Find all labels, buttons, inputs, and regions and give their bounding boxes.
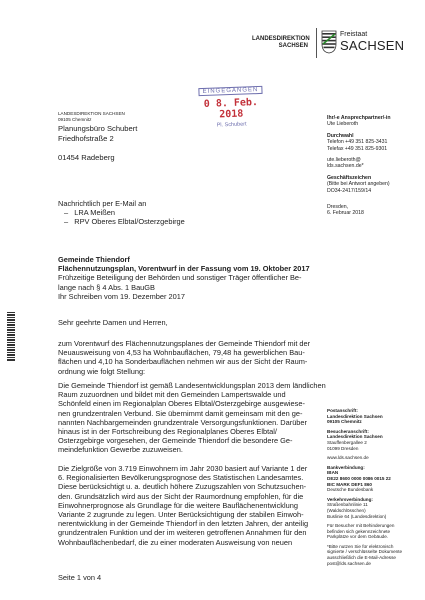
received-stamp: EINGEGANGEN 0 8. Feb. 2018 Pl. Schubert bbox=[196, 86, 265, 127]
authority-name: LANDESDIREKTION SACHSEN bbox=[252, 36, 310, 49]
saxony-coat-of-arms-icon bbox=[321, 30, 337, 54]
recipient-address: Planungsbüro Schubert Friedhofstraße 2 01454 Radeberg bbox=[58, 124, 138, 162]
state-logo-text: Freistaat SACHSEN bbox=[340, 31, 405, 53]
contact-block: Ihr/-e Ansprechpartner/-in Ute Lieberoth Durchwahl Telefon +49 351 825-3431 Telefax +49 351 825-9301 ute.lieberoth@ lds.sachsen.de* Geschäftszeichen (Bitte bei Antwort angeben) DO34-2417/159/14 Dresden, 6. Februar 2018 bbox=[327, 115, 419, 217]
letter-date: 6. Februar 2018 bbox=[327, 210, 364, 217]
paragraph: Die Zielgröße von 3.719 Einwohnern im Jahr 2030 basiert auf Variante 1 der 6. Regionalisierten Bevölkerungsprognose des Statistischen Landesamtes. Diese berücksichtigt u. a. deutlich höhere Zuzugszahlen von Schutzsuchen- den. Grundsätzlich wird aus der Sicht der Raumordnung empfohlen, für die Einwohnerprognose als Grundlage für die weitere Bauflächenentwicklung Variante 2 zugrunde zu legen. Unter Berücksichtigung der stabilen Einwoh- nerentwicklung in der Gemeinde Thiendorf in den letzten Jahren, der anteilig grundzentralen Funktion und der im weiteren getroffenen Annahmen für den Wohnbauflächenbedarf, die zu einer moderaten Ausweisung von neuen bbox=[58, 464, 309, 547]
letterhead-divider bbox=[316, 28, 317, 58]
fax-number: Telefax +49 351 825-9301 bbox=[327, 145, 388, 152]
cc-item: – RPV Oberes Elbtal/Osterzgebirge bbox=[64, 217, 185, 227]
sender-line: LANDESDIREKTION SACHSEN 09105 Chemnitz bbox=[58, 111, 125, 122]
margin-barcode bbox=[7, 312, 15, 362]
email-link[interactable]: ute.lieberoth@ bbox=[327, 157, 361, 164]
phone-number: Telefon +49 351 825-3431 bbox=[327, 139, 388, 146]
cc-item: – LRA Meißen bbox=[64, 208, 115, 218]
page-number: Seite 1 von 4 bbox=[58, 573, 102, 582]
paragraph: Die Gemeinde Thiendorf ist gemäß Landesentwicklungsplan 2013 dem ländlichen Raum zuzuordnen und bildet mit den Gemeinden Lampertswalde und Schönfeld einen im Regionalplan Oberes Elbtal/Osterzgebirge ausgewiese- nen grundzentralen Verbund. Sie übernimmt damit gemeinsam mit den ge- nannten Nachbargemeinden grundzentrale Versorgungsfunktionen. Darüber hinaus ist in der Fortschreibung des Regionalplanes Oberes Elbtal/ Osterzgebirge vorgesehen, der Gemeinde Thiendorf die besondere Ge- meindefunktion Gewerbe zuzuweisen. bbox=[58, 381, 326, 455]
cc-block: Nachrichtlich per E-Mail an – LRA Meißen – RPV Oberes Elbtal/Osterzgebirge bbox=[58, 199, 185, 227]
subject-block: Gemeinde Thiendorf Flächennutzungsplan, Vorentwurf in der Fassung vom 19. Oktober 2017 Frühzeitige Beteiligung der Behörden und sonstiger Träger öffentlicher Be- lange nach § 4 Abs. 1 BauGB Ihr Schreiben vom 19. Dezember 2017 bbox=[58, 255, 310, 301]
reference-number: DO34-2417/159/14 bbox=[327, 187, 372, 194]
paragraph: zum Vorentwurf des Flächennutzungsplanes der Gemeinde Thiendorf mit der Neuausweisung von 4,53 ha Wohnbauflächen, 79,48 ha gewerblichen Bau- flächen und 4,10 ha Sonderbauflächen nehmen wir aus der Sicht der Raum- ordnung wie folgt Stellung: bbox=[58, 339, 311, 376]
email-link[interactable]: post@lds.sachsen.de bbox=[327, 560, 371, 566]
authority-info-block: Postanschrift: Landesdirektion Sachsen 09105 Chemnitz Besucheranschrift: Landesdirektion Sachsen Stauffenbergallee 2 01099 Dresden www.lds.sachsen.de Bankverbindung: IBAN DE22 8600 0000 0086 0015 22 BIC MARK DEF1 860 Deutsche Bundesbank Verkehrsverbindung: Straßenbahnlinie 11 (Waldschlösschen) Buslinie 64 (Landesdirektion) Für Besucher mit Behinderungen befinden sich gekennzeichnete Parkplätze vor dem Gebäude. *Bitte nutzen Sie für elektronisch signierte / verschlüsselte Dokumente ausschließlich die E-Mail-Adresse post@lds.sachsen.de bbox=[327, 408, 421, 566]
salutation: Sehr geehrte Damen und Herren, bbox=[58, 318, 168, 327]
website-link[interactable]: www.lds.sachsen.de bbox=[327, 455, 369, 461]
